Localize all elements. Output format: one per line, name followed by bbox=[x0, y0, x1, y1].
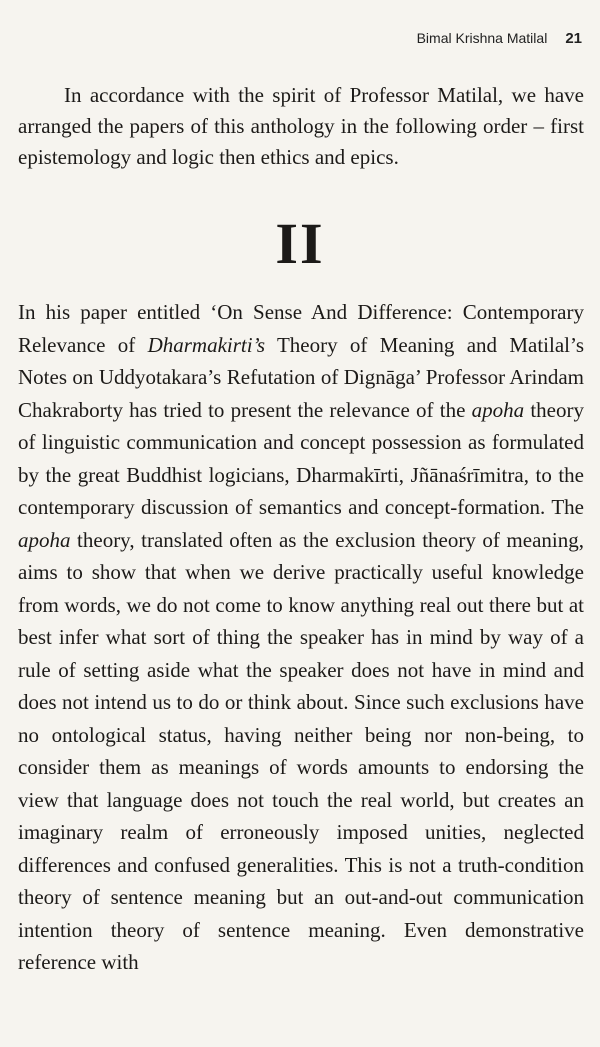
italic-term: apoha bbox=[471, 397, 525, 422]
running-header bbox=[0, 30, 582, 47]
body-text-segment: In his paper entitled ‘On Sense And Difference: Contemporary Relevance of bbox=[18, 300, 584, 357]
page-number: 21 bbox=[565, 30, 582, 47]
body-paragraph bbox=[18, 296, 584, 979]
intro-paragraph: In accordance with the spirit of Professor Matilal, we have arranged the papers of this anthology in the following order – first epistemology and logic then ethics and epics. bbox=[18, 83, 584, 169]
body-text-segment: Theory of Meaning and Matilal’s Notes on Uddyotakara’s Refutation of Dignāga’ Professor Arindam Chakraborty has tried to present the relevance of the bbox=[18, 332, 584, 422]
running-title: Bimal Krishna Matilal bbox=[416, 30, 548, 46]
body-text-segment: theory, translated often as the exclusion theory of meaning, aims to show that when we derive practically useful knowledge from words, we do not come to know anything real out there but at best infer what sort of thing the speaker has in mind by way of a rule of setting aside what the speaker does not have in mind and does not intend us to do or think about. Since such exclusions have no ontological status, having neither being nor non-being, to consider them as meanings of words amounts to endorsing the view that language does not touch the real world, but creates an imaginary realm of erroneously imposed unities, neglected differences and confused generalities. This is not a truth-condition theory of sentence meaning but an out-and-out communication intention theory of sentence meaning. Even demonstrative reference with bbox=[18, 527, 584, 974]
italic-term: apoha bbox=[18, 527, 71, 552]
italic-term: Dharmakirti’s bbox=[147, 332, 266, 357]
body-text-segment: theory of linguistic communication and concept possession as formulated by the great Buddhist logicians, Dharmakīrti, Jñānaśrīmitra, to the contemporary discussion of semantics and concept-formation. The bbox=[18, 397, 584, 519]
section-heading: II bbox=[275, 211, 325, 276]
